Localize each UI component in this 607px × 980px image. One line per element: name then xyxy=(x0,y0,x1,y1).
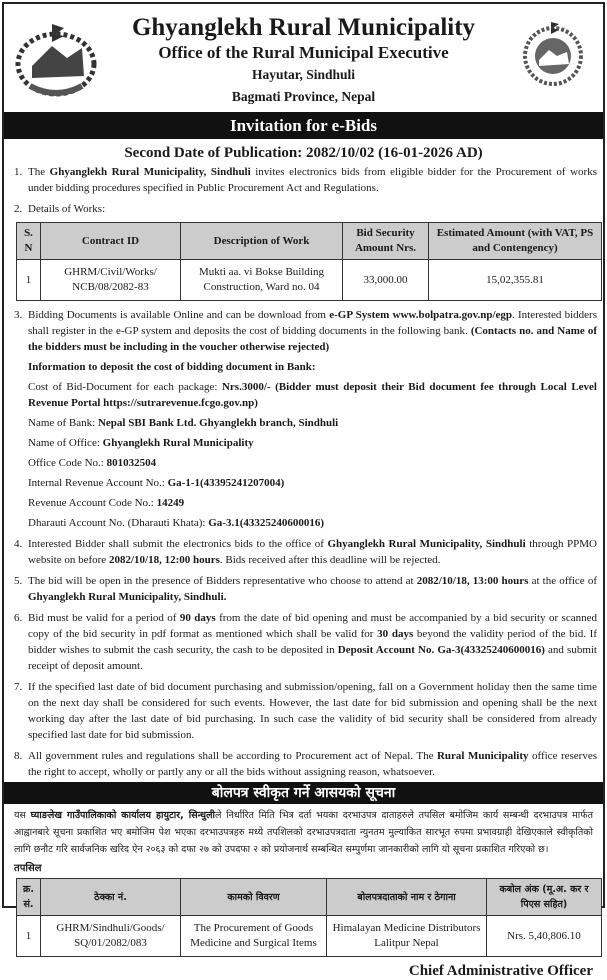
text: Dharauti Account No. (Dharauti Khata): xyxy=(28,517,209,529)
text: invites electronics bids from eligible bidder for the Procurement of works under bidding procedures specified in Public Procurement Act and Regulations. xyxy=(28,166,597,194)
bank-heading: Information to deposit the cost of bidding document in Bank: xyxy=(28,361,316,373)
bold-text: 2082/10/18, 13:00 hours xyxy=(416,575,529,587)
award-table xyxy=(16,878,602,957)
clause-text xyxy=(28,415,597,431)
letterhead xyxy=(4,4,603,112)
col-estimated-amount: Estimated Amount (with VAT, PS and Contengency) xyxy=(429,223,602,260)
clause-text xyxy=(28,515,597,531)
text: If the specified last date of bid document purchasing and submission/opening, fall on a Government holiday then the same time on the next day shall be considered for such events. However, the last date for bid submission and opening shall be the next working day after the last date of bid purchasing. In such case the validity of bid security shall be considered from already specified last date for bid submission. xyxy=(28,681,597,741)
province: Bagmati Province, Nepal xyxy=(231,89,376,104)
municipality-logo-icon xyxy=(515,16,591,92)
text: office reserves the right to accept, wholly or partly any or all the bids without assigning reason, whatsoever. xyxy=(28,750,597,778)
clause-text xyxy=(28,679,597,743)
municipality-title: Ghyanglekh Rural Municipality xyxy=(131,14,476,41)
office-name: Office of the Rural Municipal Executive xyxy=(158,43,449,62)
col-contract-id: Contract ID xyxy=(41,223,181,260)
text: . Interested bidders shall register in the e-GP system and deposits the cost of bidding documents in the following bank. xyxy=(28,309,597,337)
clause-8 xyxy=(4,748,603,780)
col-sn: S. N xyxy=(17,223,41,260)
col-description: Description of Work xyxy=(181,223,343,260)
cell-sn: 1 xyxy=(17,260,41,301)
clause-text xyxy=(28,379,597,411)
clause-5 xyxy=(4,573,603,605)
text: . Bids received after this deadline will be rejected. xyxy=(219,554,441,566)
signature: Chief Administrative Officer xyxy=(408,963,593,979)
bold-text: Ghyanglekh Rural Municipality xyxy=(102,437,254,449)
text: Bid must be valid for a period of xyxy=(28,612,180,624)
clause-text xyxy=(28,435,597,451)
table-row xyxy=(17,260,602,301)
bold-text: Ghyanglekh Rural Municipality, Sindhuli xyxy=(49,166,251,178)
bold-text: Ga-1-1(43395241207004) xyxy=(167,477,285,489)
bold-text: 90 days xyxy=(179,612,216,624)
clause-text xyxy=(28,748,597,780)
clause-1 xyxy=(4,164,603,196)
text: Bidding Documents is available Online and can be download from xyxy=(28,309,330,321)
col-bid-security: Bid Security Amount Nrs. xyxy=(343,223,429,260)
cell-contract-no: GHRM/Sindhuli/Goods/ SQ/01/2082/083 xyxy=(41,916,181,957)
col-bidder: बोलपत्रदाताको नाम र ठेगाना xyxy=(327,879,487,916)
col-sn: क्र. सं. xyxy=(17,879,41,916)
clause-text xyxy=(28,495,597,511)
text: at the office of xyxy=(528,575,597,587)
text: Details of Works: xyxy=(28,203,106,215)
bold-text: घ्याङलेख गाउँपालिकाको कार्यालय हायुटार, सिन्धुली xyxy=(30,810,215,821)
text: The bid will be open in the presence of Bidders representative who choose to attend at xyxy=(28,575,417,587)
col-contract-no: ठेक्का नं. xyxy=(41,879,181,916)
bold-text: Rural Municipality xyxy=(436,750,529,762)
bold-text: Ga-3.1(43325240600016) xyxy=(208,517,325,529)
bold-text: Nepal SBI Bank Ltd. Ghyanglekh branch, Sindhuli xyxy=(97,417,339,429)
cell-bid-amount: Nrs. 5,40,806.10 xyxy=(487,916,602,957)
cell-estimated-amount: 15,02,355.81 xyxy=(429,260,602,301)
clause-text xyxy=(28,610,597,674)
clause-number: 2. xyxy=(14,203,23,215)
clause-text xyxy=(28,201,105,217)
text: through PPMO website on before xyxy=(28,538,597,566)
cell-work-description: The Procurement of Goods Medicine and Surgical Items xyxy=(181,916,327,957)
bold-text: Nrs.3000/- (Bidder must deposit their Bid document fee through Local Level Revenue Portal https://sutrarevenue.fcgo.gov.np) xyxy=(28,381,597,409)
bold-text: Ghyanglekh Rural Municipality, Sindhuli xyxy=(327,538,526,550)
clause-number: 6. xyxy=(14,612,23,624)
text: Name of Bank: xyxy=(28,417,98,429)
text: The xyxy=(28,166,50,178)
banner: Invitation for e-Bids xyxy=(4,112,603,139)
nepali-banner: बोलपत्र स्वीकृत गर्ने आसयको सूचना xyxy=(4,782,603,804)
clause-number: 7. xyxy=(14,681,23,693)
text: from the date of bid opening and must be accompanied by a bid security or scanned copy of the bid security in pdf format as mentioned which shall be valid for xyxy=(28,612,597,640)
text: and submit receipt of deposit amount. xyxy=(28,644,597,672)
clause-text xyxy=(28,536,597,568)
clause-number: 4. xyxy=(14,538,23,550)
table-row xyxy=(17,916,602,957)
tapasil-label: तपसिल xyxy=(14,863,42,874)
bold-text: 2082/10/18, 12:00 hours xyxy=(108,554,220,566)
bold-text: 30 days xyxy=(377,628,414,640)
text: Revenue Account Code No.: xyxy=(28,497,157,509)
clause-number: 5. xyxy=(14,575,23,587)
text: Name of Office: xyxy=(28,437,103,449)
clause-3 xyxy=(4,307,603,531)
bold-text: Deposit Account No. Ga-3(43325240600016) xyxy=(337,644,545,656)
text: यस xyxy=(14,810,31,821)
cell-sn: 1 xyxy=(17,916,41,957)
text: Interested Bidder shall submit the electronics bids to the office of xyxy=(28,538,328,550)
text: beyond the validity period of the bid. If bidder wishes to submit the cash security, the cash to be deposited in xyxy=(28,628,598,656)
clause-text xyxy=(28,573,597,605)
clause-text xyxy=(28,307,597,355)
clause-6 xyxy=(4,610,603,674)
works-table xyxy=(16,222,602,301)
col-bid-amount: कबोल अंक (मू.अ. कर र पिएस सहित) xyxy=(487,879,602,916)
bold-text: e-GP System www.bolpatra.gov.np/egp xyxy=(329,309,513,321)
table-header-row xyxy=(17,223,602,260)
bold-text: Ghyanglekh Rural Municipality, Sindhuli. xyxy=(28,591,227,603)
text: Internal Revenue Account No.: xyxy=(28,477,168,489)
text: ले निर्धारित मिति भित्र दर्ता भयका दरभाउपत्र दाताहरुले तपसिल बमोजिम कार्य सम्बन्धी दरभाउपत्र मार्फत आह्वानबारे सूचना प्रकाशित भए बमोजिम पेश भएका दरभाउपत्रहरु मध्ये तपशिलको दरभाउपत्रदाता न्युनतम मुल्याकित सारभूत रुपमा प्रभावग्राही देखिएकाले स्वीकृतिको लागि छनौट गरि सार्वजनिक खरिद ऐन २०६३ को दफा २७ को उपदफा २ को प्रयोजनार्थ सम्बन्धित सम्पुर्णमा जानकारीको लागि यो सूचना प्रकाशित गरिएको छ। xyxy=(14,810,593,855)
clause-7 xyxy=(4,679,603,743)
bold-text: (Contacts no. and Name of the bidders must be including in the voucher otherwise rejected) xyxy=(28,325,597,353)
clause-text xyxy=(28,475,597,491)
address: Hayutar, Sindhuli xyxy=(251,67,356,82)
clause-number: 1. xyxy=(14,166,23,178)
clause-number: 8. xyxy=(14,750,23,762)
bold-text: 801032504 xyxy=(106,457,157,469)
cell-contract-id: GHRM/Civil/Works/ NCB/08/2082-83 xyxy=(41,260,181,301)
text: Office Code No.: xyxy=(28,457,107,469)
clause-text xyxy=(28,164,597,196)
publication-date: Second Date of Publication: 2082/10/02 (16-01-2026 AD) xyxy=(124,145,483,161)
clause-2 xyxy=(4,201,603,217)
clause-4 xyxy=(4,536,603,568)
bold-text: 14249 xyxy=(156,497,185,509)
cell-bid-security: 33,000.00 xyxy=(343,260,429,301)
nepali-paragraph xyxy=(4,804,603,858)
cell-description: Mukti aa. vi Bokse Building Construction, Ward no. 04 xyxy=(181,260,343,301)
cell-bidder: Himalayan Medicine Distributors Lalitpur Nepal xyxy=(327,916,487,957)
nepal-emblem-icon xyxy=(12,16,100,100)
clause-number: 3. xyxy=(14,309,23,321)
text: Cost of Bid-Document for each package: xyxy=(28,381,222,393)
clause-text xyxy=(28,455,597,471)
notice xyxy=(2,2,605,979)
col-work-description: कामको विवरण xyxy=(181,879,327,916)
text: All government rules and regulations shall be according to Procurement act of Nepal. The xyxy=(28,750,437,762)
